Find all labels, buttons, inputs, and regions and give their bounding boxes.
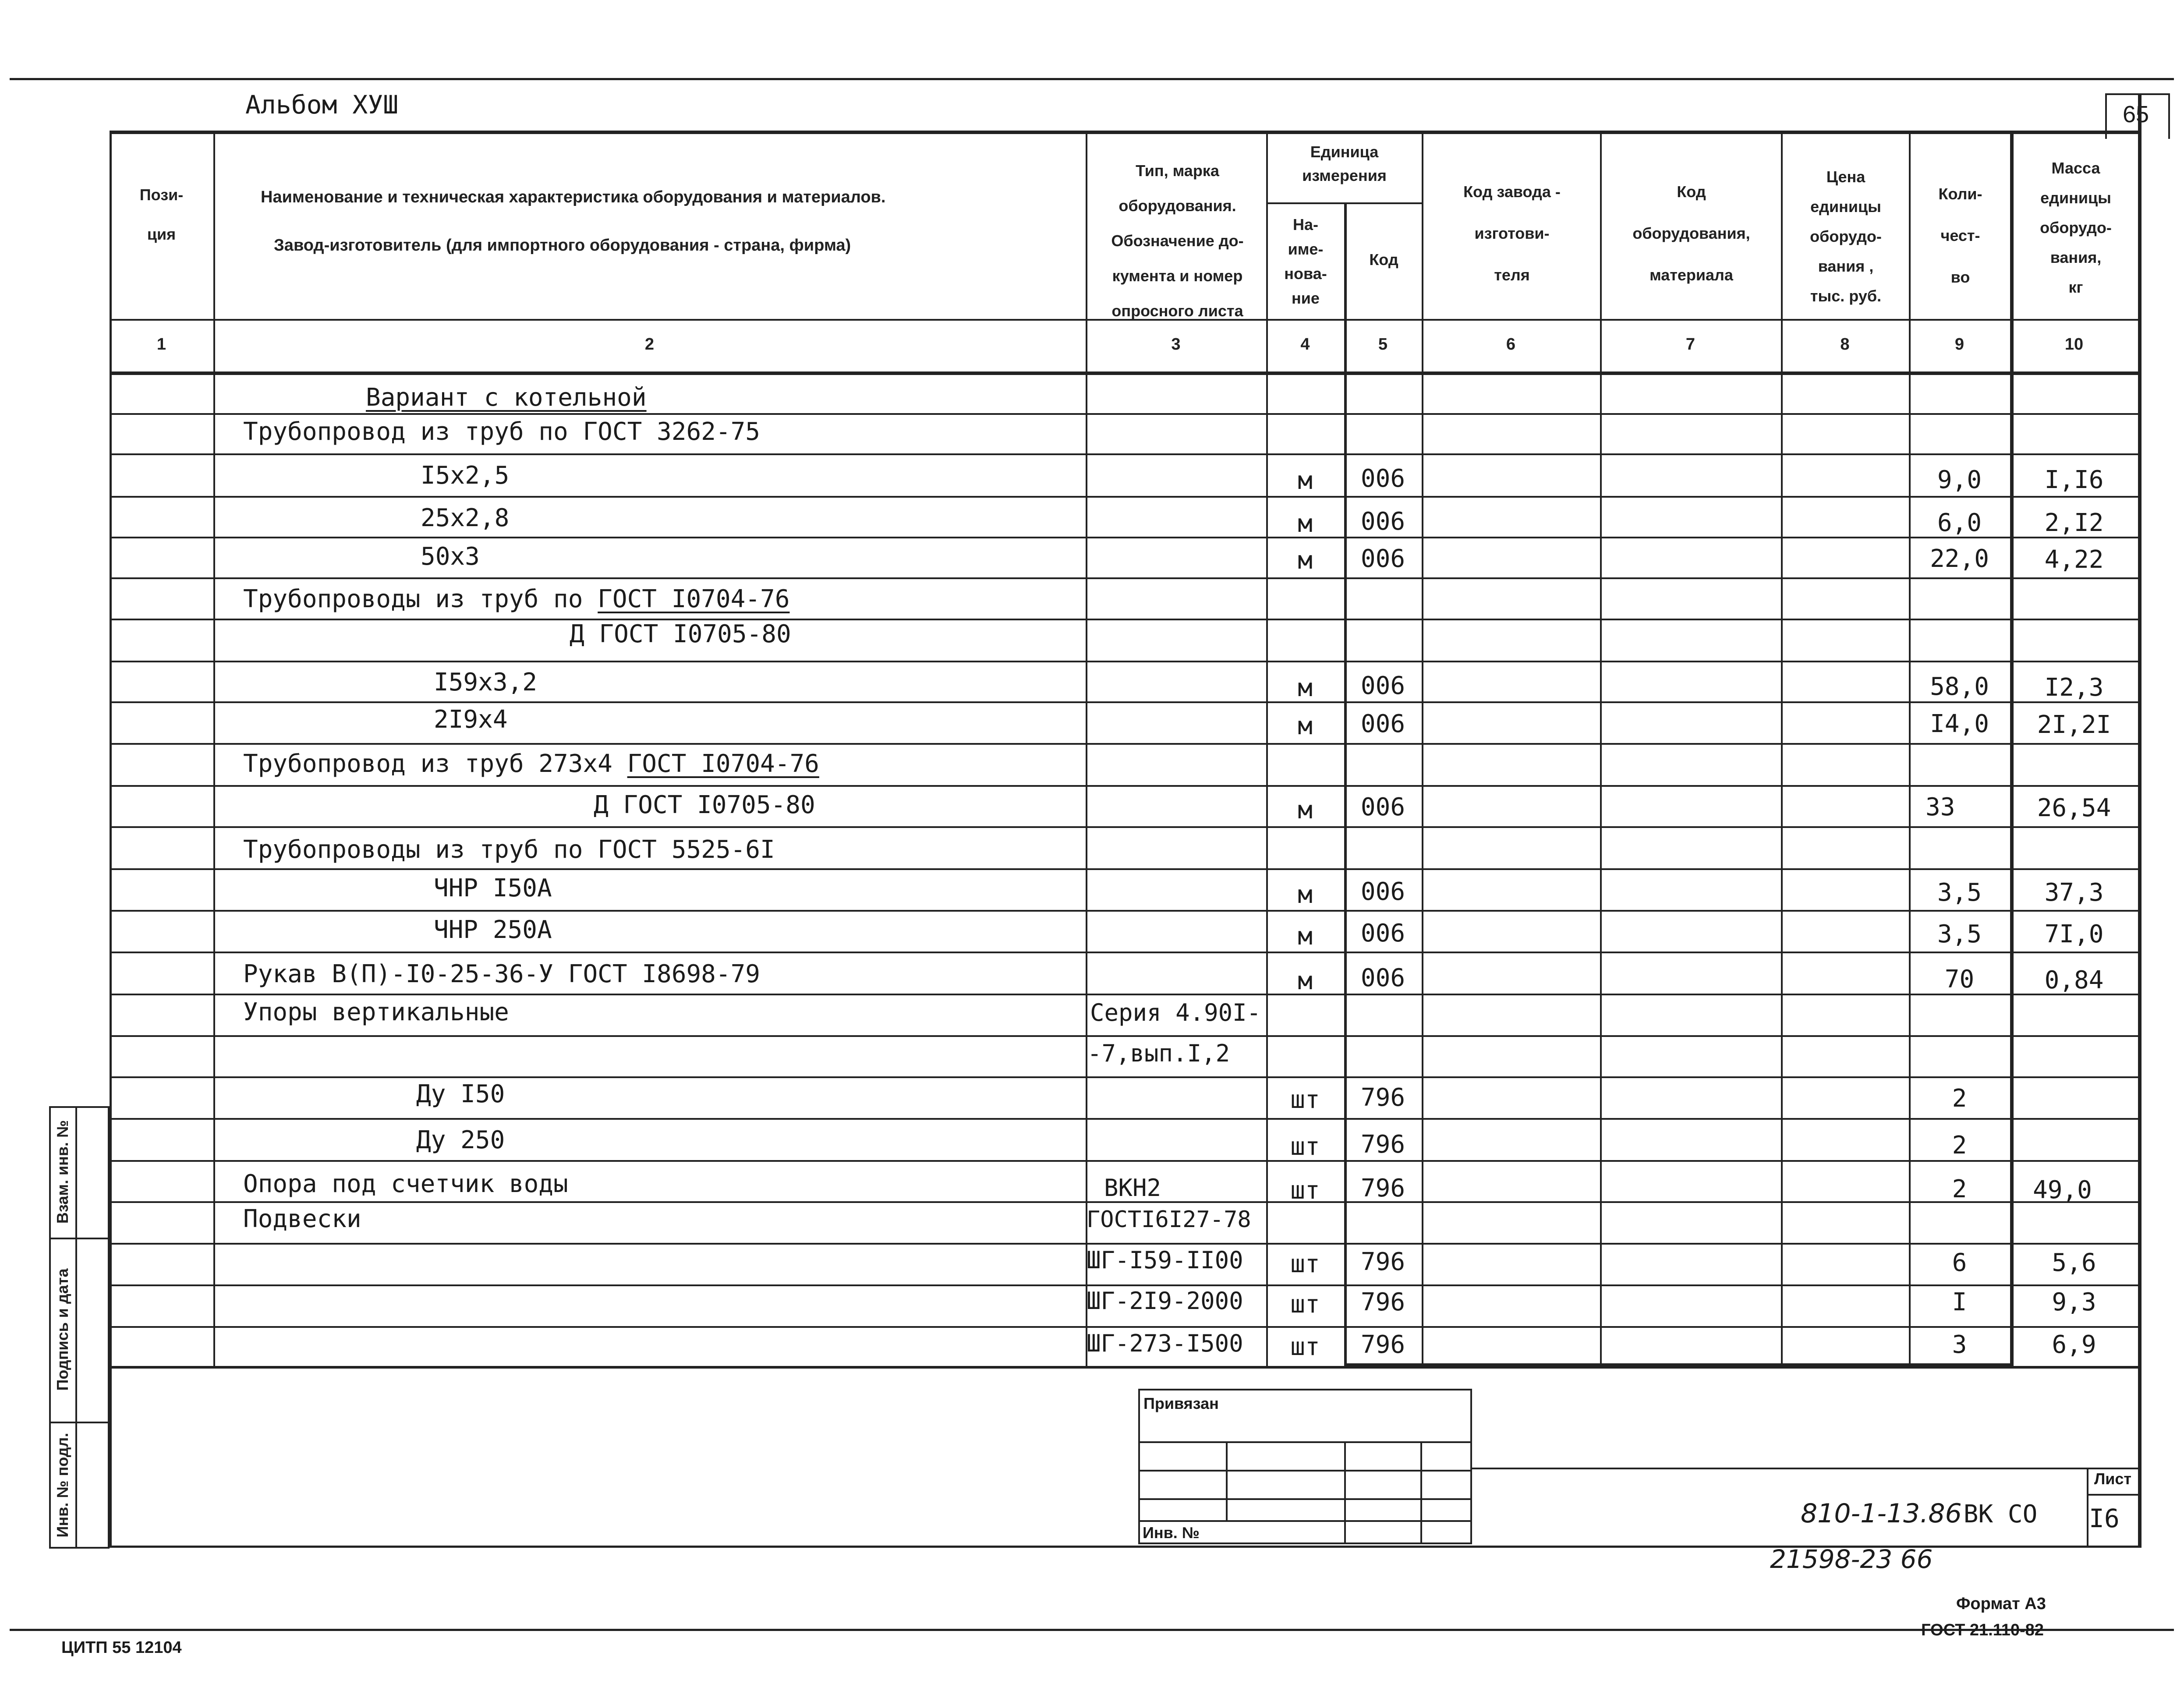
table-row-unit: шт xyxy=(1290,1176,1320,1205)
header-col1-line: ция xyxy=(147,225,176,243)
table-row-qty: 70 xyxy=(1944,965,1975,994)
bound-label: Привязан xyxy=(1143,1394,1219,1412)
page-number: 65 xyxy=(2122,101,2149,127)
header-col3-line: Обозначение до- xyxy=(1111,232,1244,250)
table-row-qty: 9,0 xyxy=(1937,466,1982,494)
table-row-mass: 0,84 xyxy=(2044,966,2104,994)
table-row-qty: 58,0 xyxy=(1930,672,1989,701)
table-row-code: 006 xyxy=(1360,672,1405,700)
format-label: Формат А3 xyxy=(1956,1595,2046,1613)
row-line xyxy=(110,1326,2138,1328)
table-row-qty: 6 xyxy=(1952,1249,1967,1277)
table-row-doc: ГОСТI6I27-78 xyxy=(1087,1206,1251,1233)
frame-right-line xyxy=(2138,93,2142,1548)
row-line xyxy=(110,868,2138,870)
table-row-doc: ВКН2 xyxy=(1104,1174,1161,1202)
table-row-unit: шт xyxy=(1290,1132,1320,1161)
designation-code: 810-1-13.86 xyxy=(1801,1498,1962,1529)
table-row-doc: ШГ-2I9-2000 xyxy=(1087,1287,1243,1315)
table-row-mass: 49,0 xyxy=(2033,1176,2092,1204)
colnum-7: 7 xyxy=(1685,335,1696,354)
row-line xyxy=(110,952,2138,953)
table-row-qty: 2 xyxy=(1952,1084,1967,1113)
colnum-bottom-line xyxy=(110,371,2138,375)
row-line xyxy=(110,1076,2138,1078)
header-col8-line: единицы xyxy=(1810,198,1881,216)
row-name-part: ГОСТ I0704-76 xyxy=(627,750,819,778)
col-line-1 xyxy=(213,132,215,1368)
col-line-5 xyxy=(1422,132,1423,1368)
col-line-9 xyxy=(2010,132,2014,1368)
row-line xyxy=(110,994,2138,995)
row-line xyxy=(110,785,2138,787)
top-border-line xyxy=(10,78,2174,80)
table-row-unit: м xyxy=(1298,509,1313,538)
row-line xyxy=(110,1035,2138,1037)
colnum-8: 8 xyxy=(1840,335,1850,354)
table-row-name: Вариант с котельной xyxy=(366,383,647,412)
table-row-name: 50x3 xyxy=(421,542,480,571)
album-title: Альбом ХУШ xyxy=(245,90,399,120)
header-col4-line: На- xyxy=(1292,216,1318,233)
header-col3 xyxy=(1091,153,1264,329)
header-col8 xyxy=(1783,162,1909,311)
header-col3-line: оборудования. xyxy=(1119,197,1236,215)
title-block-top xyxy=(1472,1468,2138,1469)
table-row-mass: 26,54 xyxy=(2037,794,2111,822)
header-col8-line: вания , xyxy=(1818,257,1874,275)
table-row-name xyxy=(243,587,820,612)
header-col6-line: изготови- xyxy=(1474,224,1550,242)
colnum-9: 9 xyxy=(1954,335,1965,354)
row-line xyxy=(110,1118,2138,1120)
table-row-mass: I2,3 xyxy=(2044,673,2104,702)
table-row-qty: 2 xyxy=(1952,1131,1967,1160)
table-row-doc: -7,вып.I,2 xyxy=(1087,1040,1230,1067)
header-col9-line: Коли- xyxy=(1938,185,1982,203)
row-line xyxy=(110,453,2138,455)
margin-stamp-vline xyxy=(75,1106,77,1549)
bottom-page-line xyxy=(10,1629,2174,1631)
row-line xyxy=(110,537,2138,538)
table-row-code: 796 xyxy=(1360,1174,1405,1203)
table-row-mass: 4,22 xyxy=(2044,545,2104,574)
header-col10-line: оборудо- xyxy=(2040,219,2112,237)
row-line xyxy=(110,1160,2138,1162)
table-row-name: Ду I50 xyxy=(416,1080,505,1108)
row-name-part: ГОСТ I0704-76 xyxy=(598,585,790,613)
table-row-code: 006 xyxy=(1360,919,1405,948)
table-row-code: 006 xyxy=(1360,545,1405,573)
table-row-code: 006 xyxy=(1360,877,1405,906)
table-row-name: Опора под счетчик воды xyxy=(243,1170,568,1198)
table-row-name: Рукав В(П)-I0-25-36-У ГОСТ I8698-79 xyxy=(243,960,761,988)
table-row-doc: ШГ-273-I500 xyxy=(1087,1330,1243,1357)
stamp-vline xyxy=(1344,1441,1346,1544)
colnum-3: 3 xyxy=(1171,335,1181,354)
table-row-mass: 9,3 xyxy=(2052,1288,2096,1316)
inv-label: Инв. № xyxy=(1143,1524,1200,1542)
header-col10-line: Масса xyxy=(2051,159,2100,177)
colnum-4: 4 xyxy=(1300,335,1310,354)
table-row-unit: м xyxy=(1298,796,1313,824)
table-row-unit: м xyxy=(1298,467,1313,495)
table-row-name: Д ГОСТ I0705-80 xyxy=(570,620,791,648)
colnum-10: 10 xyxy=(2064,335,2084,354)
col-line-6 xyxy=(1600,132,1602,1368)
header-col10-line: кг xyxy=(2068,278,2083,296)
colnum-6: 6 xyxy=(1506,335,1516,354)
table-row-name: Д ГОСТ I0705-80 xyxy=(594,791,815,819)
table-row-unit: шт xyxy=(1290,1333,1320,1361)
table-row-mass: 2,I2 xyxy=(2044,509,2104,537)
row-line xyxy=(110,826,2138,828)
table-row-unit: м xyxy=(1298,967,1313,995)
table-row-mass: I,I6 xyxy=(2044,466,2104,494)
archive-number: 21598-23 66 xyxy=(1770,1544,1933,1574)
table-row-name: Упоры вертикальные xyxy=(243,998,509,1026)
row-line xyxy=(110,577,2138,579)
table-row-code: 006 xyxy=(1360,793,1405,821)
header-col4-line: име- xyxy=(1288,240,1324,258)
row-name-part: Трубопровод из труб 273x4 xyxy=(243,750,627,778)
table-row-name: Трубопровод из труб по ГОСТ 3262-75 xyxy=(243,417,761,446)
table-row-unit: м xyxy=(1298,674,1313,702)
table-row-unit: м xyxy=(1298,546,1313,575)
table-row-qty: 3,5 xyxy=(1937,920,1982,948)
table-row-qty: 22,0 xyxy=(1930,545,1989,573)
header-col6 xyxy=(1424,171,1600,296)
header-col4-line: нова- xyxy=(1284,265,1327,283)
table-row-doc: Серия 4.90I- xyxy=(1090,999,1261,1026)
sheet-box-left xyxy=(2087,1468,2088,1548)
gost-label: ГОСТ 21.110-82 xyxy=(1921,1621,2044,1639)
header-col9-line: чест- xyxy=(1940,226,1980,244)
header-col7-line: материала xyxy=(1650,266,1733,284)
table-row-name: Трубопроводы из труб по ГОСТ 5525-6I xyxy=(243,835,775,864)
row-line xyxy=(110,661,2138,662)
row-line xyxy=(110,496,2138,498)
table-row-mass: 2I,2I xyxy=(2037,711,2111,739)
table-row-unit: шт xyxy=(1290,1250,1320,1278)
table-row-name xyxy=(243,752,859,776)
row-line xyxy=(110,619,2138,620)
row-line xyxy=(110,413,2138,415)
table-row-name: ЧНР 250А xyxy=(434,916,552,944)
table-row-unit: шт xyxy=(1290,1086,1320,1114)
table-row-name: 2I9x4 xyxy=(434,705,508,734)
header-top-line xyxy=(110,132,2138,134)
sheet-label: Лист xyxy=(2094,1470,2132,1488)
header-col2-line: Завод-изготовитель (для импортного оборудования - страна, фирма) xyxy=(274,236,851,255)
table-row-qty: I4,0 xyxy=(1930,710,1989,738)
header-unit-group xyxy=(1267,140,1422,188)
table-row-code: 796 xyxy=(1360,1083,1405,1112)
table-row-doc: ШГ-I59-II00 xyxy=(1087,1246,1243,1274)
table-row-unit: м xyxy=(1298,712,1313,740)
margin-zam-inv: Взам. инв. № xyxy=(53,1120,71,1224)
row-line xyxy=(110,1243,2138,1245)
header-col7 xyxy=(1602,171,1781,296)
table-row-name: 25x2,8 xyxy=(421,504,510,532)
row-line xyxy=(110,743,2138,745)
table-row-code: 006 xyxy=(1360,710,1405,738)
table-row-qty: 2 xyxy=(1952,1175,1967,1203)
table-row-name: Подвески xyxy=(243,1205,361,1233)
stamp-vline xyxy=(1226,1441,1228,1520)
margin-sign-date: Подпись и дата xyxy=(53,1268,71,1391)
table-row-code: 006 xyxy=(1360,507,1405,536)
table-row-mass: 7I,0 xyxy=(2044,920,2104,948)
header-unit-line: измерения xyxy=(1302,166,1387,184)
table-row-code: 006 xyxy=(1360,964,1405,992)
table-row-unit: шт xyxy=(1290,1290,1320,1319)
header-col7-line: оборудования, xyxy=(1632,224,1750,242)
table-row-name: I59x3,2 xyxy=(434,668,538,697)
footer-left: ЦИТП 55 12104 xyxy=(61,1638,182,1657)
table-row-name: Ду 250 xyxy=(416,1126,505,1154)
table-row-qty: 3 xyxy=(1952,1330,1967,1359)
header-col2-line: Наименование и техническая характеристика оборудования и материалов. xyxy=(261,188,886,206)
table-row-mass: 5,6 xyxy=(2052,1249,2096,1277)
table-row-name: ЧНР I50А xyxy=(434,874,552,902)
row-line xyxy=(110,1284,2138,1286)
colnum-2: 2 xyxy=(644,335,655,354)
header-col4-line: ние xyxy=(1292,289,1320,307)
header-col10-line: вания, xyxy=(2050,248,2102,266)
designation xyxy=(1801,1498,2037,1529)
margin-stamp-hline xyxy=(49,1238,110,1239)
table-row-mass: 37,3 xyxy=(2044,878,2104,907)
sheet-number: I6 xyxy=(2089,1504,2120,1533)
header-col3-line: Тип, марка xyxy=(1136,162,1219,180)
header-col9-line: во xyxy=(1950,268,1970,286)
colnum-5: 5 xyxy=(1378,335,1388,354)
table-row-qty: 6,0 xyxy=(1937,509,1982,537)
header-col6-line: теля xyxy=(1494,266,1530,284)
header-col7-line: Код xyxy=(1677,183,1706,201)
table-row-qty: I xyxy=(1952,1288,1967,1316)
margin-inv-podl: Инв. № подл. xyxy=(53,1433,71,1538)
header-col10-line: единицы xyxy=(2040,189,2111,207)
row-name-part: Трубопроводы из труб по xyxy=(243,585,598,613)
table-row-qty: 3,5 xyxy=(1937,878,1982,907)
header-col1 xyxy=(110,175,213,254)
table-row-code: 796 xyxy=(1360,1330,1405,1359)
stamp-vline xyxy=(1420,1441,1422,1544)
row-line xyxy=(110,910,2138,912)
col-line-2 xyxy=(1086,132,1087,1368)
header-col5: Код xyxy=(1369,251,1398,269)
header-col9 xyxy=(1911,173,2010,298)
table-row-mass: 6,9 xyxy=(2052,1330,2096,1359)
table-row-unit: м xyxy=(1298,922,1313,951)
header-col3-line: опросного листа xyxy=(1111,302,1243,320)
header-col10 xyxy=(2014,153,2138,302)
header-col2 xyxy=(261,173,1084,269)
code-col-bottom-line xyxy=(1344,1363,2010,1367)
table-row-code: 796 xyxy=(1360,1248,1405,1276)
table-row-qty: 33 xyxy=(1926,793,1955,821)
header-col8-line: тыс. руб. xyxy=(1810,287,1882,305)
colnum-1: 1 xyxy=(156,335,166,354)
header-col3-line: кумента и номер xyxy=(1112,267,1243,285)
header-col1-line: Пози- xyxy=(139,186,184,204)
sheet-box-mid xyxy=(2087,1494,2138,1496)
header-col8-line: оборудо- xyxy=(1810,227,1882,245)
table-row-code: 796 xyxy=(1360,1288,1405,1316)
table-row-name: I5x2,5 xyxy=(421,461,510,490)
row-line xyxy=(110,701,2138,703)
designation-suffix: ВК СО xyxy=(1963,1500,2038,1528)
header-col6-line: Код завода - xyxy=(1463,183,1561,201)
table-row-code: 796 xyxy=(1360,1130,1405,1159)
col-line-7 xyxy=(1781,132,1783,1368)
header-col4 xyxy=(1267,212,1344,311)
table-row-code: 006 xyxy=(1360,464,1405,493)
table-row-unit: м xyxy=(1298,881,1313,909)
header-unit-line: Единица xyxy=(1310,143,1379,161)
header-col8-line: Цена xyxy=(1826,168,1865,186)
